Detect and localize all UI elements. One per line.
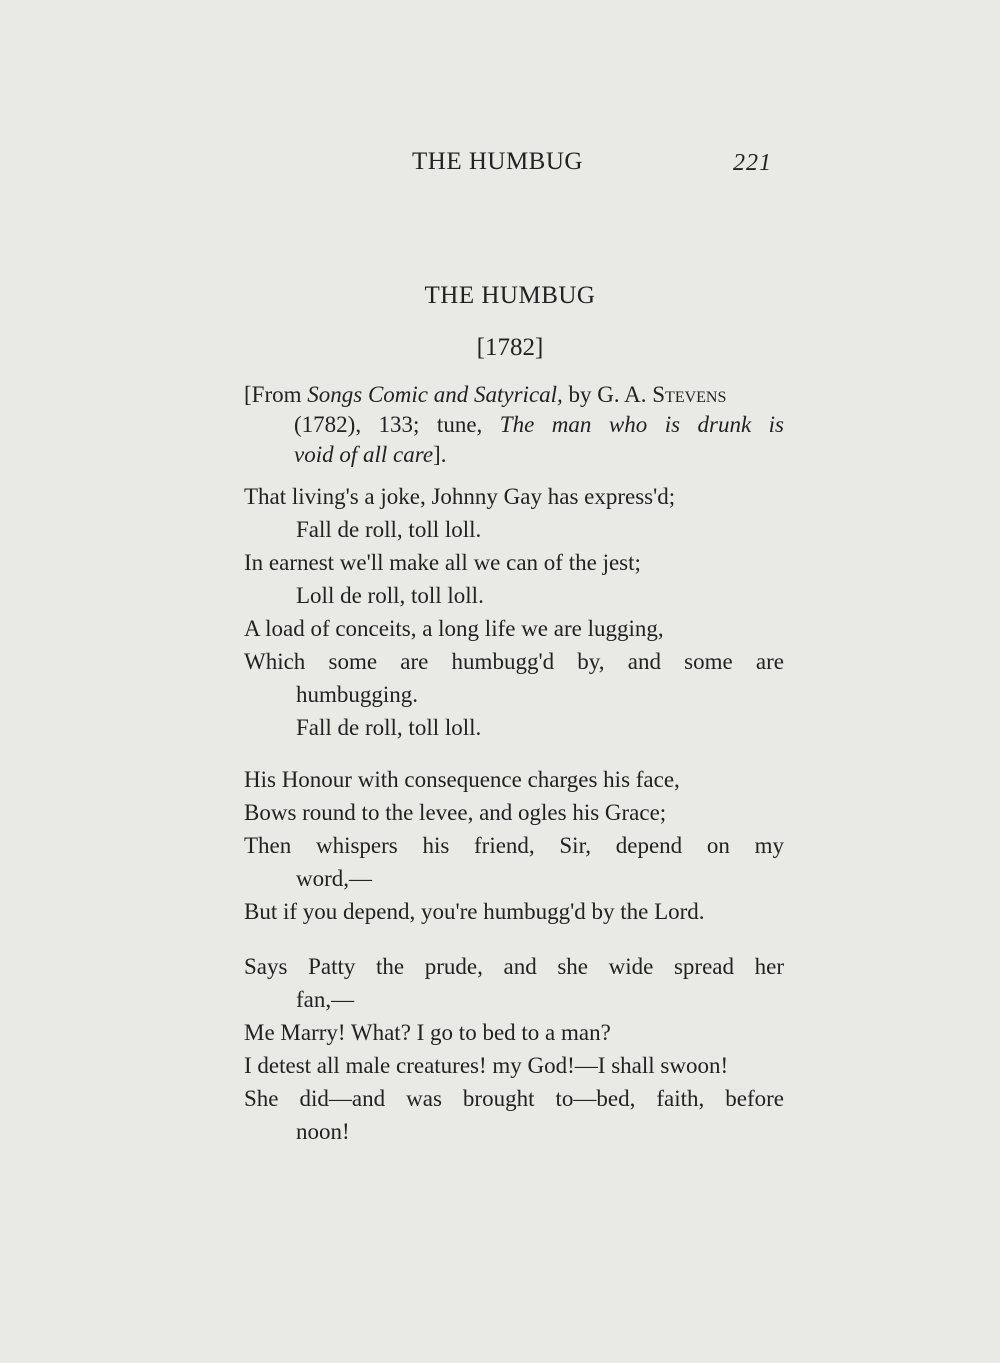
source-tune-part-2: void of all care (294, 442, 434, 467)
verse-line: Says Patty the prude, and she wide spread her (244, 954, 784, 979)
running-head: THE HUMBUG (412, 148, 583, 175)
source-note-by: by G. A. (562, 382, 653, 407)
verse-line-continuation: noon! (296, 1119, 350, 1144)
source-note-line-2 (244, 410, 784, 440)
verse-line: His Honour with consequence charges his face, (244, 767, 680, 792)
verse-line: Which some are humbugg'd by, and some are (244, 649, 784, 674)
stanza-3 (244, 950, 784, 1148)
source-author: Stevens (652, 382, 727, 407)
page-number: 221 (733, 150, 772, 176)
verse-line: Bows round to the levee, and ogles his Grace; (244, 800, 667, 825)
poem-title: THE HUMBUG (424, 282, 596, 309)
verse-line: She did—and was brought to—bed, faith, before (244, 1086, 784, 1111)
source-book-title: Songs Comic and Satyrical, (307, 382, 563, 407)
source-note-line-1 (244, 380, 784, 410)
verse-refrain: Fall de roll, toll loll. (296, 517, 482, 542)
verse-refrain: Fall de roll, toll loll. (296, 715, 482, 740)
verse-line-continuation: word,— (296, 866, 373, 891)
poem-year: [1782] (476, 334, 544, 361)
verse-line-continuation: humbugging. (296, 682, 419, 707)
verse-line: In earnest we'll make all we can of the jest; (244, 550, 641, 575)
verse-line: But if you depend, you're humbugg'd by the Lord. (244, 899, 705, 924)
verse-line: Then whispers his friend, Sir, depend on my (244, 833, 784, 858)
source-note-prefix: [From (244, 382, 308, 407)
source-note-line-3 (244, 440, 784, 470)
verse-refrain: Loll de roll, toll loll. (296, 583, 484, 608)
source-tune-part-1: The man who is drunk is (499, 412, 785, 437)
verse-line: A load of conceits, a long life we are lugging, (244, 616, 664, 641)
stanza-1 (244, 480, 784, 744)
stanza-2 (244, 763, 784, 928)
verse-line: I detest all male creatures! my God!—I shall swoon! (244, 1053, 729, 1078)
source-note (244, 380, 784, 470)
verse-line: Me Marry! What? I go to bed to a man? (244, 1020, 611, 1045)
source-note-date-page: (1782), 133; tune, (294, 412, 500, 437)
verse-line-continuation: fan,— (296, 987, 355, 1012)
source-note-suffix: ]. (433, 442, 447, 467)
verse-line: That living's a joke, Johnny Gay has express'd; (244, 484, 676, 509)
